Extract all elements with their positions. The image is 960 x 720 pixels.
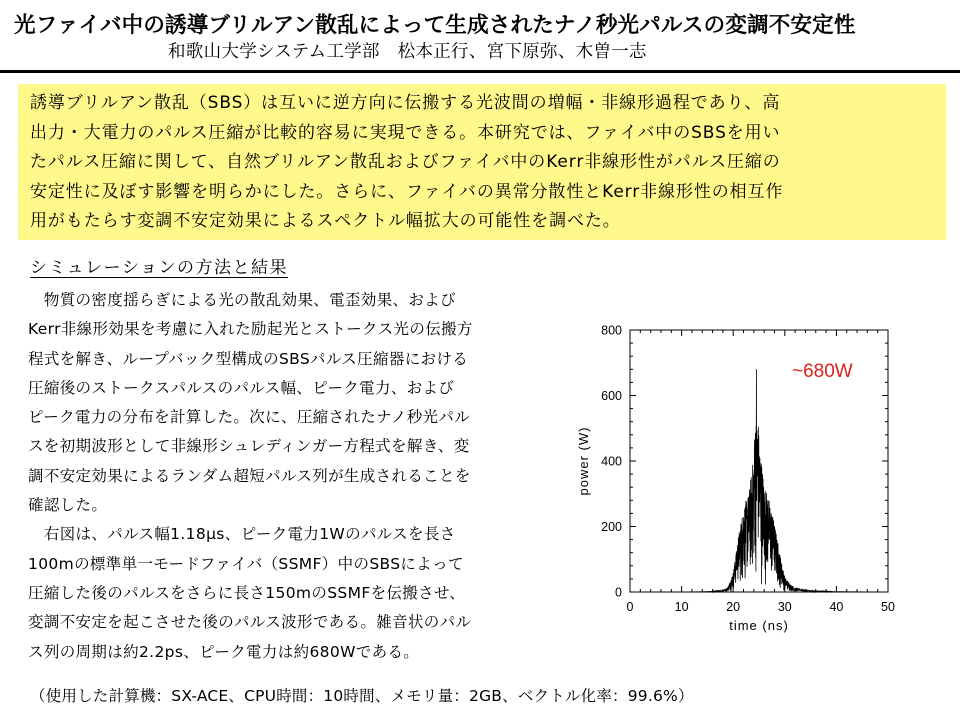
body-line: 調不安定効果によるランダム超短パルス列が生成されることを: [28, 466, 471, 485]
body-line: 圧縮後のストークスパルスのパルス幅、ピーク電力、および: [28, 378, 455, 397]
body-line: 圧縮した後のパルスをさらに長さ150mのSSMFを伝搬させ、: [28, 583, 466, 602]
y-tick-label: 400: [601, 454, 622, 469]
x-tick-label: 50: [881, 600, 895, 614]
body-line: スを初期波形として非線形シュレディンガー方程式を解き、変: [28, 437, 470, 456]
body-line: ス列の周期は約2.2ps、ピーク電力は約680Wである。: [28, 642, 420, 661]
abstract-line: 安定性に及ぼす影響を明らかにした。さらに、ファイバの異常分散性とKerr非線形性の相互作: [30, 181, 784, 202]
x-tick-label: 0: [626, 600, 634, 614]
pulse-waveform-chart: [560, 300, 940, 645]
body-line: 程式を解き、ループバック型構成のSBSパルス圧縮器における: [28, 349, 469, 368]
x-tick-label: 10: [674, 600, 689, 614]
authors-line: 和歌山大学システム工学部 松本正行、宮下原弥、木曽一志: [168, 42, 647, 62]
body-line: ピーク電力の分布を計算した。次に、圧縮されたナノ秒光パル: [28, 408, 471, 427]
y-tick-label: 800: [601, 323, 622, 338]
abstract-line: たパルス圧縮に関して、自然ブリルアン散乱およびファイバ中のKerr非線形性がパルス圧縮の: [30, 152, 781, 172]
header-divider: [0, 70, 960, 73]
body-paragraph: [28, 286, 558, 667]
pulse-trace: [630, 369, 888, 592]
page-title: 光ファイバ中の誘導ブリルアン散乱によって生成されたナノ秒光パルスの変調不安定性: [14, 13, 856, 38]
y-tick-label: 600: [601, 389, 622, 403]
y-tick-label: 200: [601, 520, 622, 534]
body-line: 右図は、パルス幅1.18μs、ピーク電力1Wのパルスを長さ: [28, 525, 456, 544]
x-tick-label: 20: [726, 600, 741, 614]
body-line: 変調不安定を起こさせた後のパルス波形である。雑音状のパル: [28, 613, 472, 632]
body-line: 100mの標準単一モードファイバ（SSMF）中のSBSによって: [28, 554, 464, 573]
abstract-line: 用がもたらす変調不安定効果によるスペクトル幅拡大の可能性を調べた。: [30, 211, 621, 231]
computing-resources-note: （使用した計算機：SX-ACE、CPU時間：10時間、メモリ量：2GB、ベクトル化率：99.6%）: [30, 687, 694, 705]
abstract-line: 出力・大電力のパルス圧縮が比較的容易に実現できる。本研究では、ファイバ中のSBSを用い: [30, 122, 781, 143]
x-tick-label: 40: [829, 600, 844, 614]
body-line: 確認した。: [28, 496, 108, 515]
y-tick-label: 0: [615, 585, 622, 600]
body-line: 物質の密度揺らぎによる光の散乱効果、電歪効果、および: [28, 291, 456, 309]
abstract-line: 誘導ブリルアン散乱（SBS）は互いに逆方向に伝搬する光波間の増幅・非線形過程であり、高: [30, 93, 781, 113]
x-tick-label: 30: [777, 600, 792, 614]
y-axis-label: power (W): [576, 426, 591, 496]
peak-power-annotation: ~680W: [792, 361, 853, 382]
body-line: Kerr非線形効果を考慮に入れた励起光とストークス光の伝搬方: [28, 320, 473, 339]
x-axis-label: time (ns): [729, 618, 789, 633]
pulse-trace-line: [630, 369, 888, 592]
abstract-box: [18, 84, 946, 240]
section-heading: シミュレーションの方法と結果: [30, 258, 288, 278]
